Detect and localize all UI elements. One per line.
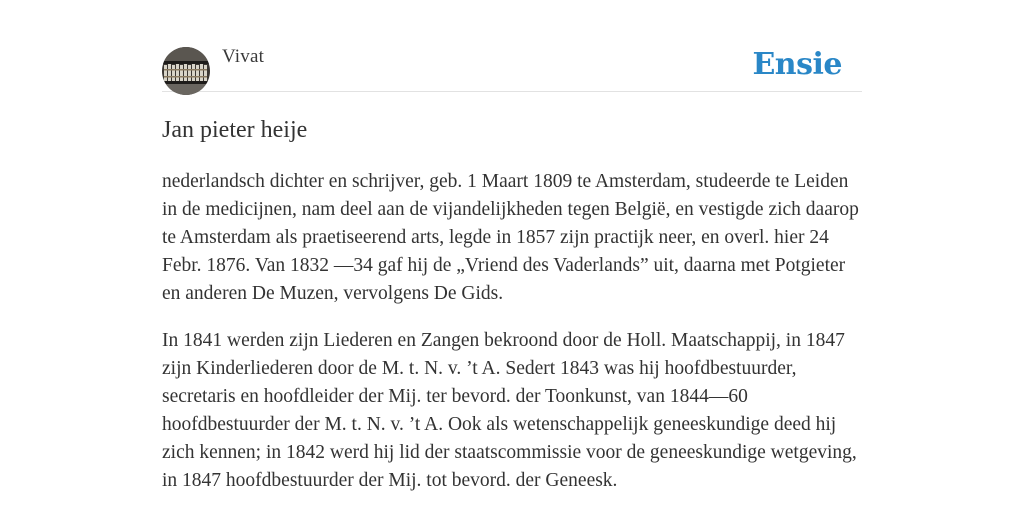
header xyxy=(162,0,862,92)
site-name[interactable]: Vivat xyxy=(222,46,265,67)
page xyxy=(162,0,862,491)
article-paragraph: nederlandsch dichter en schrijver, geb. 1 Maart 1809 te Amsterdam, studeerde te Leiden in de medicijnen, nam deel aan de vijandelijkheden tegen België, en vestigde zich daarop te Amsterdam als praetiseerend arts, legde in 1857 zijn practijk neer, en overl. hier 24 Febr. 1876. Van 1832 —34 gaf hij de „Vriend des Vaderlands” uit, daarna met Potgieter en anderen De Muzen, vervolgens De Gids. xyxy=(162,171,859,304)
brand-logo[interactable]: Ensie xyxy=(752,47,842,82)
page-title: Jan pieter heije xyxy=(162,117,308,143)
article-paragraph: In 1841 werden zijn Liederen en Zangen bekroond door de Holl. Maatschappij, in 1847 zijn Kinderliederen door de M. t. N. v. ’t A. Sedert 1843 was hij hoofdbestuurder, secretaris en hoofdleider der Mij. ter bevord. der Toonkunst, van 1844—60 hoofdbestuurder der M. t. N. v. ’t A. Ook als wetenschappelijk geneeskundige deed hij zich kennen; in 1842 werd hij lid der staatscommissie voor de geneeskundige wetgeving, in 1847 hoofdbestuurder der Mij. tot bevord. der Geneesk. xyxy=(162,330,857,491)
bookshelf-avatar-icon[interactable] xyxy=(162,47,210,95)
article-body xyxy=(162,168,862,514)
